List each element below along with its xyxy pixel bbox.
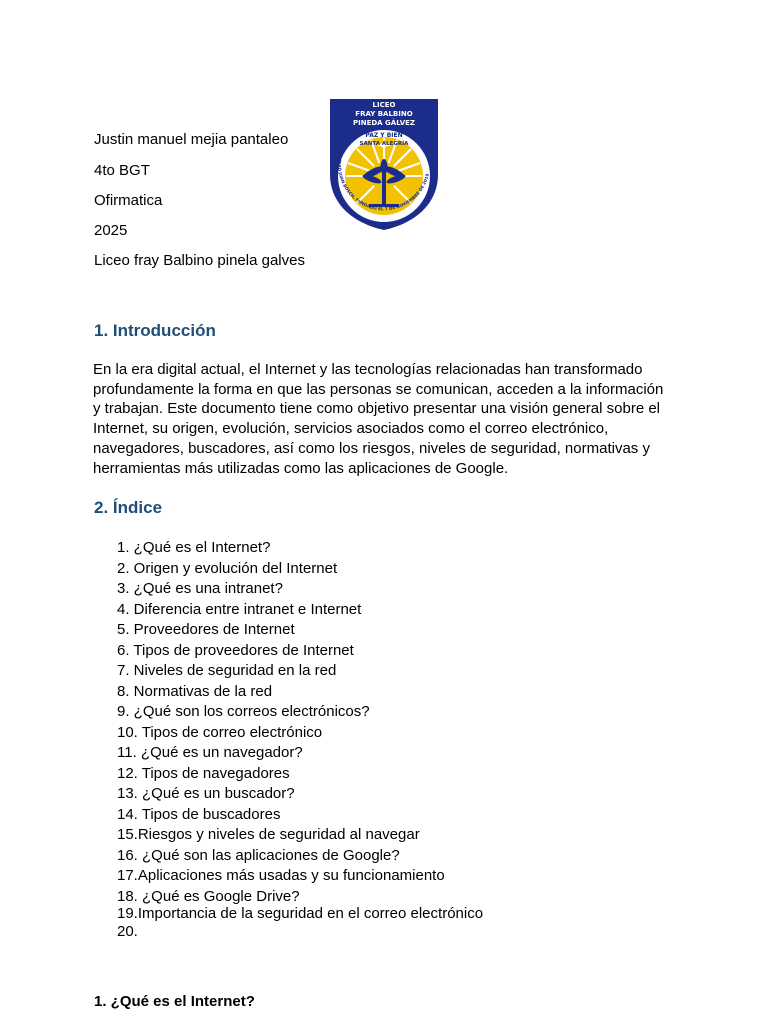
- index-item: 13. ¿Qué es un buscador?: [117, 785, 295, 802]
- index-item: 3. ¿Qué es una intranet?: [117, 580, 283, 597]
- index-item: 9. ¿Qué son los correos electrónicos?: [117, 703, 370, 720]
- index-list: [117, 538, 483, 943]
- index-item: 8. Normativas de la red: [117, 682, 273, 700]
- subject-label: Ofirmatica: [94, 192, 163, 209]
- crest-line-1: LICEO: [372, 101, 396, 109]
- intro-paragraph: En la era digital actual, el Internet y las tecnologías relacionadas han transformado profundamente la forma en que las personas se comunican, acceden a la información y trabajan. Este documento tiene como objetivo presentar una visión general sobre el Internet, su origen, evolución, servicios asociados como el correo electrónico, navegadores, buscadores, así como los riesgos, niveles de seguridad, normativas y herramientas más utilizadas como las aplicaciones de Google.: [93, 361, 664, 477]
- index-item: 17.Aplicaciones más usadas y su funcionamiento: [117, 867, 445, 884]
- crest-motto-1: PAZ Y BIEN: [365, 132, 403, 139]
- crest-ring-text: CIUDAD JUAN BOSCH, FUNDADO EL 7 DE NOVIEMBRE DE 2019: [336, 152, 430, 212]
- index-item: 6. Tipos de proveedores de Internet: [117, 641, 354, 659]
- author-name: Justin manuel mejia pantaleo: [94, 131, 289, 148]
- index-item: 19.Importancia de la seguridad en el correo electrónico: [117, 905, 484, 922]
- school-name: Liceo fray Balbino pinela galves: [94, 252, 305, 269]
- index-item: 11. ¿Qué es un navegador?: [117, 744, 303, 761]
- index-item: 10. Tipos de correo electrónico: [117, 723, 323, 741]
- index-item: 4. Diferencia entre intranet e Internet: [117, 600, 362, 618]
- index-item: 7. Niveles de seguridad en la red: [117, 662, 337, 679]
- grade-label: 4to BGT: [94, 162, 150, 179]
- index-item: 2. Origen y evolución del Internet: [117, 559, 338, 577]
- index-item: 16. ¿Qué son las aplicaciones de Google?: [117, 846, 400, 864]
- year-label: 2025: [94, 222, 128, 239]
- section-heading-internet: 1. ¿Qué es el Internet?: [94, 993, 255, 1010]
- crest-line-2: FRAY BALBINO: [355, 110, 413, 118]
- index-heading: 2. Índice: [94, 498, 163, 517]
- index-item: 5. Proveedores de Internet: [117, 621, 295, 638]
- crest-line-3: PINEDA GÁLVEZ: [353, 119, 415, 127]
- index-item: 12. Tipos de navegadores: [117, 764, 290, 782]
- index-item: 1. ¿Qué es el Internet?: [117, 539, 271, 556]
- index-item: 15.Riesgos y niveles de seguridad al navegar: [117, 826, 420, 843]
- school-crest-logo: [327, 96, 441, 232]
- index-item: 18. ¿Qué es Google Drive?: [117, 887, 300, 905]
- crest-motto-2: SANTA ALEGRÍA: [359, 141, 409, 147]
- index-item: 14. Tipos de buscadores: [117, 805, 281, 823]
- intro-heading: 1. Introducción: [94, 321, 216, 340]
- index-item: 20.: [117, 923, 138, 940]
